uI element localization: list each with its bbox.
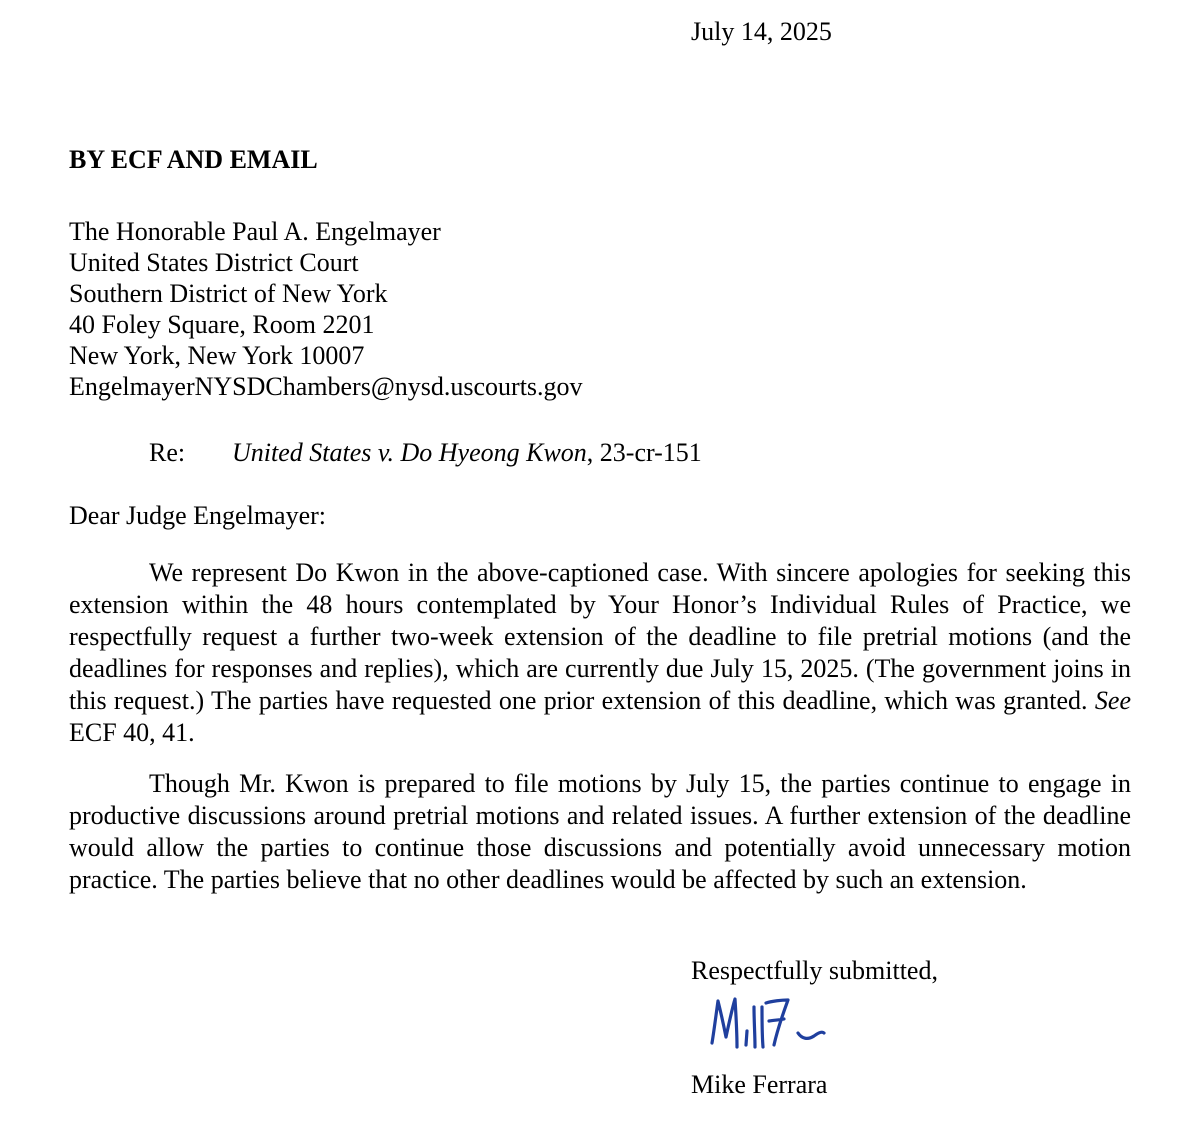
salutation: Dear Judge Engelmayer: bbox=[69, 501, 327, 530]
re-label: Re: bbox=[149, 438, 186, 467]
recipient-line-court: United States District Court bbox=[69, 248, 359, 277]
signer-name: Mike Ferrara bbox=[691, 1070, 828, 1099]
paragraph-1-see: See bbox=[1094, 686, 1131, 715]
recipient-line-email: EngelmayerNYSDChambers@nysd.uscourts.gov bbox=[69, 372, 583, 401]
delivery-method: BY ECF AND EMAIL bbox=[69, 145, 318, 174]
signature-image bbox=[706, 993, 836, 1051]
paragraph-1-citation: ECF 40, 41. bbox=[69, 718, 195, 747]
case-name: United States v. Do Hyeong Kwon bbox=[232, 438, 587, 467]
case-number: , 23-cr-151 bbox=[586, 438, 702, 467]
letter-date: July 14, 2025 bbox=[691, 17, 832, 46]
recipient-line-district: Southern District of New York bbox=[69, 279, 388, 308]
re-line bbox=[232, 437, 702, 468]
closing: Respectfully submitted, bbox=[691, 956, 938, 985]
recipient-line-city: New York, New York 10007 bbox=[69, 341, 365, 370]
recipient-line-name: The Honorable Paul A. Engelmayer bbox=[69, 217, 441, 246]
recipient-address bbox=[69, 216, 583, 402]
paragraph-1-text: We represent Do Kwon in the above-captioned case. With sincere apologies for seeking this extension within the 48 hours contemplated by Your Honor’s Individual Rules of Practice, we respectfully request a further two-week extension of the deadline to file pretrial motions (and the deadlines for responses and replies), which are currently due July 15, 2025. (The government joins in this request.) The parties have requested one prior extension of this deadline, which was granted. bbox=[69, 558, 1131, 715]
signature-stroke bbox=[712, 999, 824, 1047]
body-paragraph-2: Though Mr. Kwon is prepared to file motions by July 15, the parties continue to engage in productive discussions around pretrial motions and related issues. A further extension of the deadline would allow the parties to continue those discussions and potentially avoid unnecessary motion practice. The parties believe that no other deadlines would be affected by such an extension. bbox=[69, 769, 1131, 894]
recipient-line-street: 40 Foley Square, Room 2201 bbox=[69, 310, 375, 339]
body-paragraph-1 bbox=[69, 557, 1131, 749]
